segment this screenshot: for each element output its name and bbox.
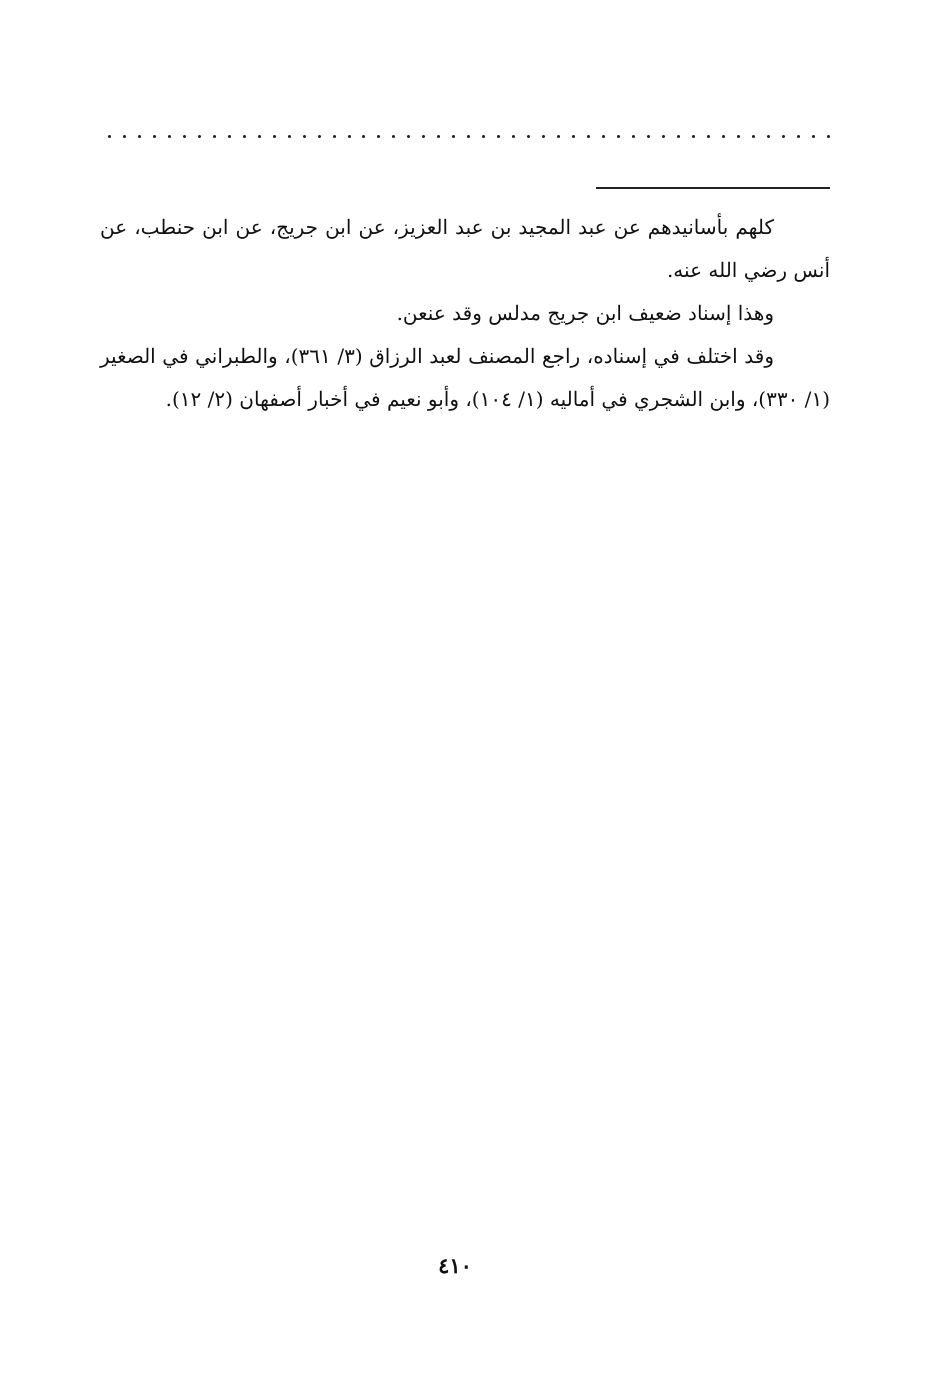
footnote-separator-line (596, 187, 830, 189)
separator-dot (273, 135, 276, 138)
separator-dot (243, 135, 246, 138)
separator-dot (767, 135, 770, 138)
separator-dot (407, 135, 410, 138)
separator-dot (303, 135, 306, 138)
separator-dot (377, 135, 380, 138)
separator-dot (722, 135, 725, 138)
footnote-paragraph: وقد اختلف في إسناده، راجع المصنف لعبد الرزاق (٣/ ٣٦١)، والطبراني في الصغير (١/ ٣٣٠)، وابن الشجري في أماليه (١/ ١٠٤)، وأبو نعيم في أخبار أصفهان (٢/ ١٢). (100, 344, 830, 411)
separator-dot (153, 135, 156, 138)
separator-dot (482, 135, 485, 138)
separator-dot (737, 135, 740, 138)
separator-dot (288, 135, 291, 138)
separator-dot (602, 135, 605, 138)
separator-dot (392, 135, 395, 138)
separator-dot (557, 135, 560, 138)
separator-dot (228, 135, 231, 138)
separator-dot (617, 135, 620, 138)
separator-dot (827, 135, 830, 138)
footnote-paragraph: وهذا إسناد ضعيف ابن جريج مدلس وقد عنعن. (396, 301, 774, 325)
separator-dot (213, 135, 216, 138)
separator-dot (318, 135, 321, 138)
separator-dot (797, 135, 800, 138)
separator-dot (422, 135, 425, 138)
separator-dot (512, 135, 515, 138)
separator-dot (258, 135, 261, 138)
separator-dot (333, 135, 336, 138)
separator-dot (467, 135, 470, 138)
separator-dot (647, 135, 650, 138)
footnote-paragraph: كلهم بأسانيدهم عن عبد المجيد بن عبد العزيز، عن ابن جريج، عن ابن حنطب، عن أنس رضي الله عنه. (100, 215, 830, 282)
separator-dot (198, 135, 201, 138)
separator-dot (138, 135, 141, 138)
separator-dot (168, 135, 171, 138)
separator-dot (587, 135, 590, 138)
separator-dot (542, 135, 545, 138)
separator-dot (692, 135, 695, 138)
dotted-separator (108, 126, 830, 146)
separator-dot (437, 135, 440, 138)
separator-dot (527, 135, 530, 138)
separator-dot (677, 135, 680, 138)
separator-dot (497, 135, 500, 138)
separator-dot (632, 135, 635, 138)
footnotes-block (100, 206, 830, 421)
separator-dot (362, 135, 365, 138)
separator-dot (572, 135, 575, 138)
separator-dot (108, 135, 111, 138)
separator-dot (707, 135, 710, 138)
page-number: ٤١٠ (438, 1253, 472, 1278)
separator-dot (348, 135, 351, 138)
separator-dot (782, 135, 785, 138)
separator-dot (123, 135, 126, 138)
separator-dot (662, 135, 665, 138)
separator-dot (183, 135, 186, 138)
separator-dot (752, 135, 755, 138)
separator-dot (812, 135, 815, 138)
separator-dot (452, 135, 455, 138)
